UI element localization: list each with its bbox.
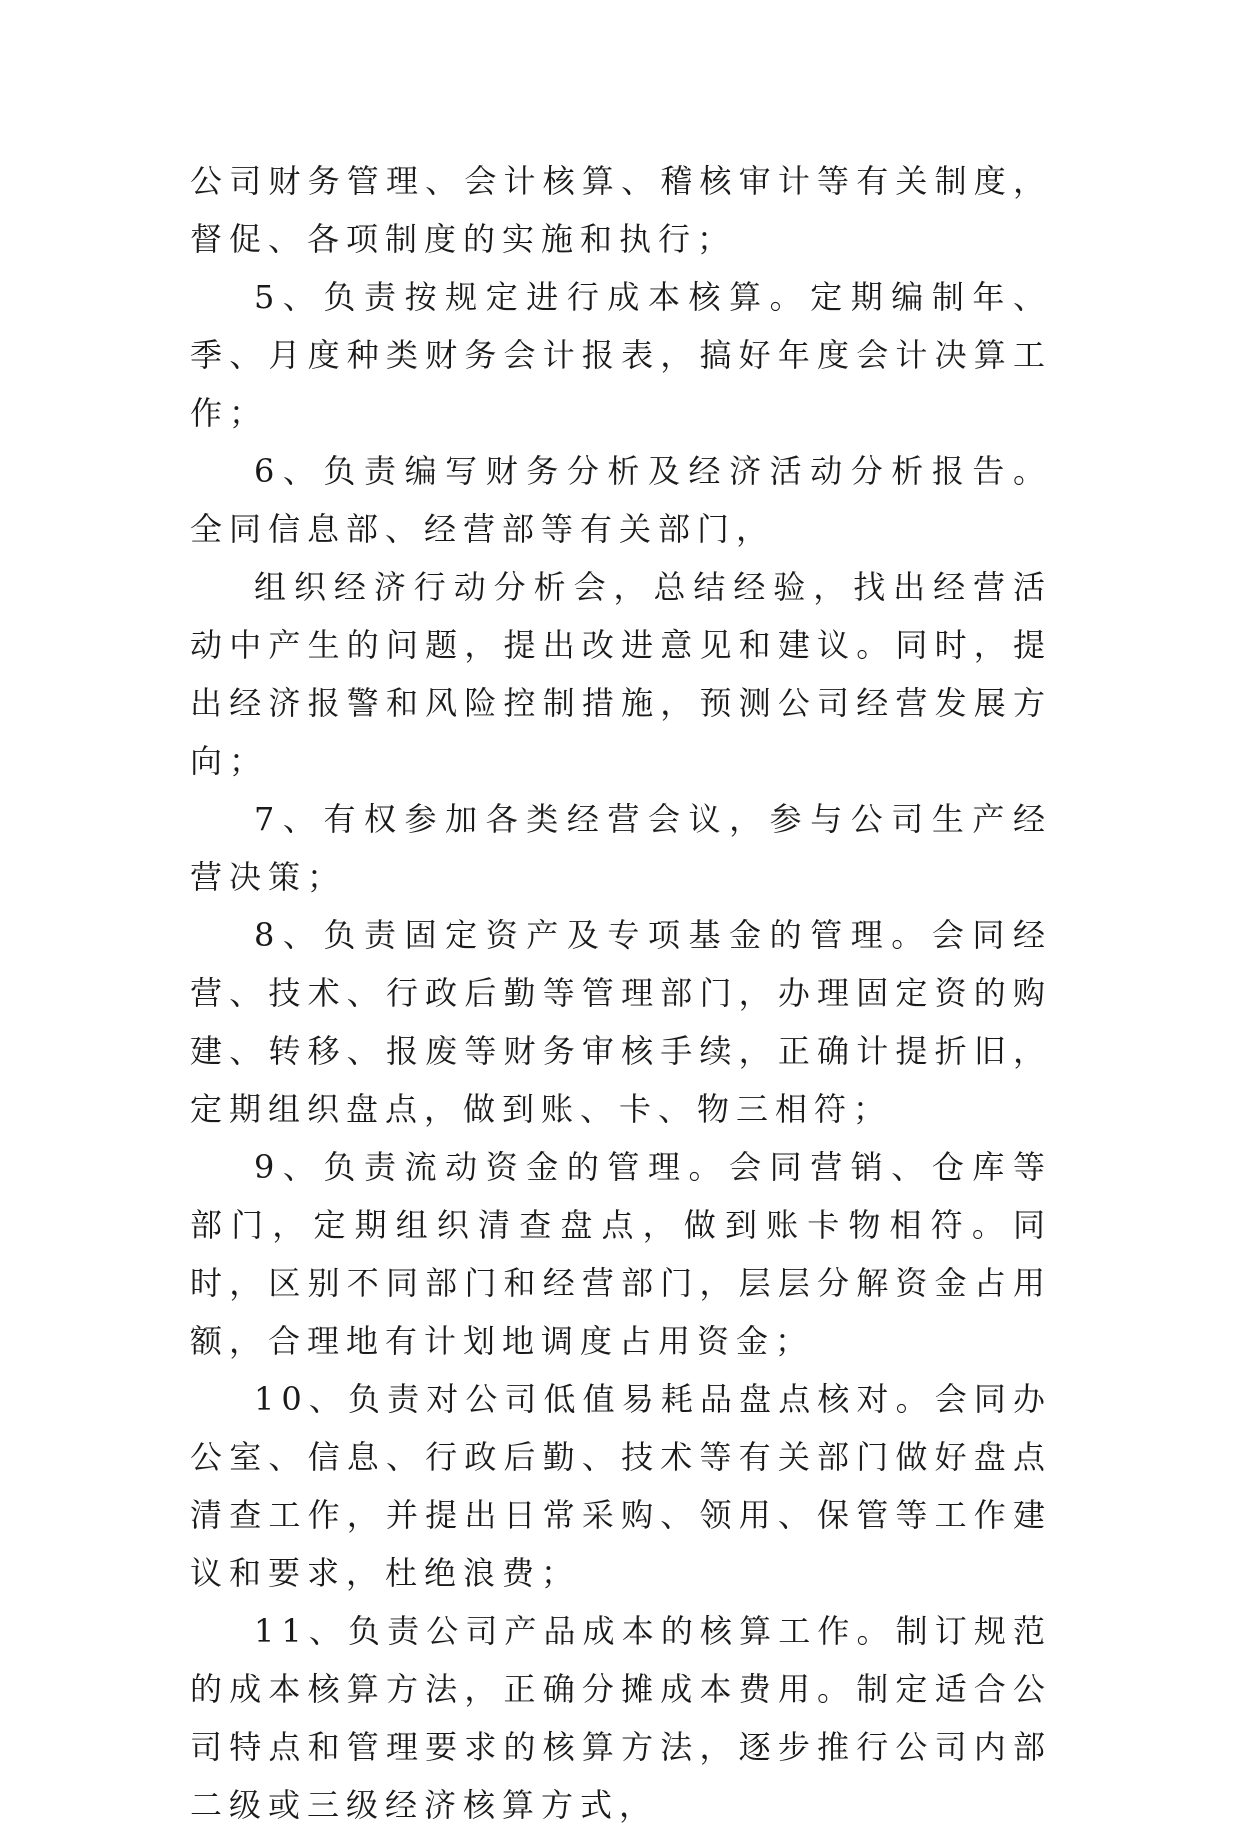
paragraph-1: 公司财务管理、会计核算、稽核审计等有关制度，督促、各项制度的实施和执行； xyxy=(190,162,1052,258)
paragraph-2: 5、负责按规定进行成本核算。定期编制年、季、月度种类财务会计报表，搞好年度会计决算工作； xyxy=(190,278,1052,432)
paragraph-5: 7、有权参加各类经营会议，参与公司生产经营决策； xyxy=(190,800,1052,896)
document-body xyxy=(190,152,1052,1834)
paragraph-8: 10、负责对公司低值易耗品盘点核对。会同办公室、信息、行政后勤、技术等有关部门做好盘点清查工作，并提出日常采购、领用、保管等工作建议和要求，杜绝浪费； xyxy=(190,1380,1052,1592)
paragraph-4: 组织经济行动分析会，总结经验，找出经营活动中产生的问题，提出改进意见和建议。同时，提出经济报警和风险控制措施，预测公司经营发展方向； xyxy=(190,568,1052,780)
paragraph-9: 11、负责公司产品成本的核算工作。制订规范的成本核算方法，正确分摊成本费用。制定适合公司特点和管理要求的核算方法，逐步推行公司内部二级或三级经济核算方式， xyxy=(190,1612,1052,1824)
paragraph-3: 6、负责编写财务分析及经济活动分析报告。全同信息部、经营部等有关部门， xyxy=(190,452,1052,548)
paragraph-7: 9、负责流动资金的管理。会同营销、仓库等部门，定期组织清查盘点，做到账卡物相符。同时，区别不同部门和经营部门，层层分解资金占用额，合理地有计划地调度占用资金； xyxy=(190,1148,1052,1360)
paragraph-6: 8、负责固定资产及专项基金的管理。会同经营、技术、行政后勤等管理部门，办理固定资的购建、转移、报废等财务审核手续，正确计提折旧，定期组织盘点，做到账、卡、物三相符； xyxy=(190,916,1052,1128)
